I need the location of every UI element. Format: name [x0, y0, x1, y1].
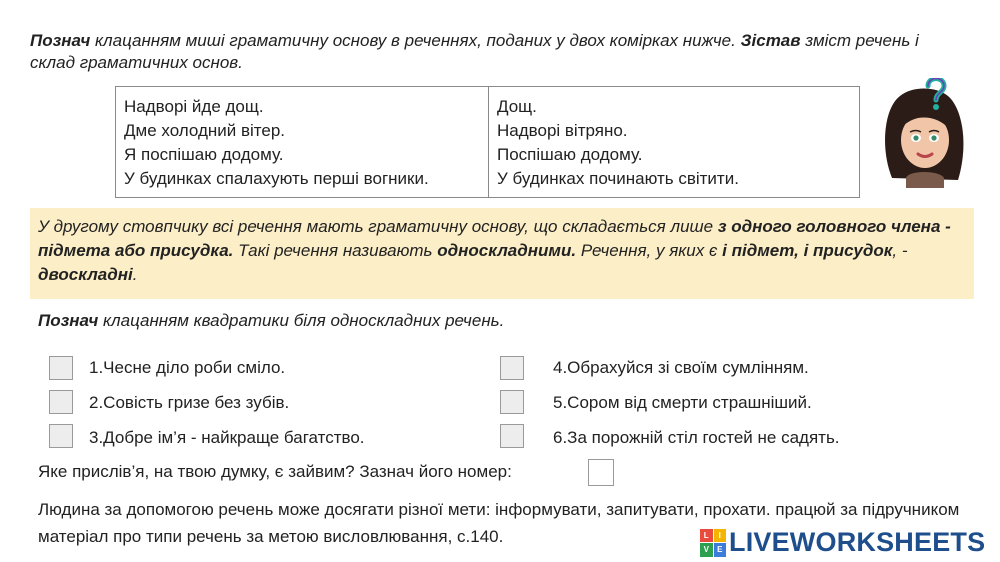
intro-instruction	[30, 30, 930, 74]
sentence-comparison-table	[115, 86, 860, 198]
odd-proverb-answer-input[interactable]	[588, 459, 614, 486]
left-sentence[interactable]: Я поспішаю додому.	[124, 145, 284, 164]
note-text: .	[132, 265, 138, 284]
badge-letter: L	[700, 529, 713, 543]
live-badge-icon	[700, 529, 726, 557]
task2-bold: Познач	[38, 311, 99, 330]
proverb-item-5: 5.Сором від смерти страшніший.	[553, 393, 812, 412]
proverb-checkbox-6[interactable]	[500, 424, 524, 448]
task2-instruction	[38, 311, 504, 331]
right-sentence[interactable]: Надворі вітряно.	[497, 121, 628, 140]
note-bold: з одного головного члена - підмета або присудка.	[38, 217, 951, 260]
brand-name: LIVEWORKSHEETS	[729, 527, 986, 557]
right-sentence[interactable]: Поспішаю додому.	[497, 145, 643, 164]
note-text: У другому стовпчику всі речення мають граматичну основу, що складається лише	[38, 217, 718, 236]
proverb-item-3: 3.Добре ім’я - найкраще багатство.	[89, 428, 365, 447]
proverb-checkbox-3[interactable]	[49, 424, 73, 448]
right-sentence[interactable]: Дощ.	[497, 97, 537, 116]
note-text: Речення, у яких є	[576, 241, 723, 260]
proverb-item-1: 1.Чесне діло роби сміло.	[89, 358, 286, 377]
left-sentence[interactable]: Дме холодний вітер.	[124, 121, 286, 140]
proverb-checkbox-4[interactable]	[500, 356, 524, 380]
proverb-item-6: 6.За порожній стіл гостей не садять.	[553, 428, 840, 447]
intro-bold-2: Зістав	[740, 31, 801, 50]
girl-avatar-icon	[878, 78, 970, 188]
proverb-checkbox-2[interactable]	[49, 390, 73, 414]
right-cell	[489, 87, 860, 198]
note-bold: односкладними.	[437, 241, 577, 260]
note-text: , -	[892, 241, 908, 260]
proverb-checkbox-1[interactable]	[49, 356, 73, 380]
note-text: Такі речення називають	[233, 241, 438, 260]
note-bold: двоскладні	[38, 265, 133, 284]
liveworksheets-logo	[700, 527, 985, 558]
intro-text-2: зміст речень і склад граматичних основ.	[30, 31, 919, 72]
closing-paragraph: Людина за допомогою речень може досягати різної мети: інформувати, запитувати, прохати. працюй за підручником матеріал про типи речень за метою висловлювання, с.140.	[38, 500, 960, 546]
right-sentence[interactable]: У будинках починають світити.	[497, 169, 739, 188]
note-bold: і підмет, і присудок	[722, 241, 893, 260]
odd-proverb-question: Яке прислів’я, на твою думку, є зайвим? Зазнач його номер:	[38, 462, 512, 481]
explanation-note	[30, 208, 974, 299]
left-sentence[interactable]: Надворі йде дощ.	[124, 97, 264, 116]
badge-letter: V	[700, 543, 713, 557]
badge-letter: E	[714, 543, 727, 557]
proverb-item-2: 2.Совість гризе без зубів.	[89, 393, 290, 412]
left-cell	[116, 87, 489, 198]
intro-text-1: клацанням миші граматичну основу в реченнях, поданих у двох комірках нижче.	[90, 31, 741, 50]
task2-text: клацанням квадратики біля односкладних речень.	[98, 311, 505, 330]
left-sentence[interactable]: У будинках спалахують перші вогники.	[124, 169, 429, 188]
proverb-checkbox-5[interactable]	[500, 390, 524, 414]
badge-letter: I	[714, 529, 727, 543]
intro-bold-1: Познач	[30, 31, 91, 50]
proverb-item-4: 4.Обрахуйся зі своїм сумлінням.	[553, 358, 809, 377]
